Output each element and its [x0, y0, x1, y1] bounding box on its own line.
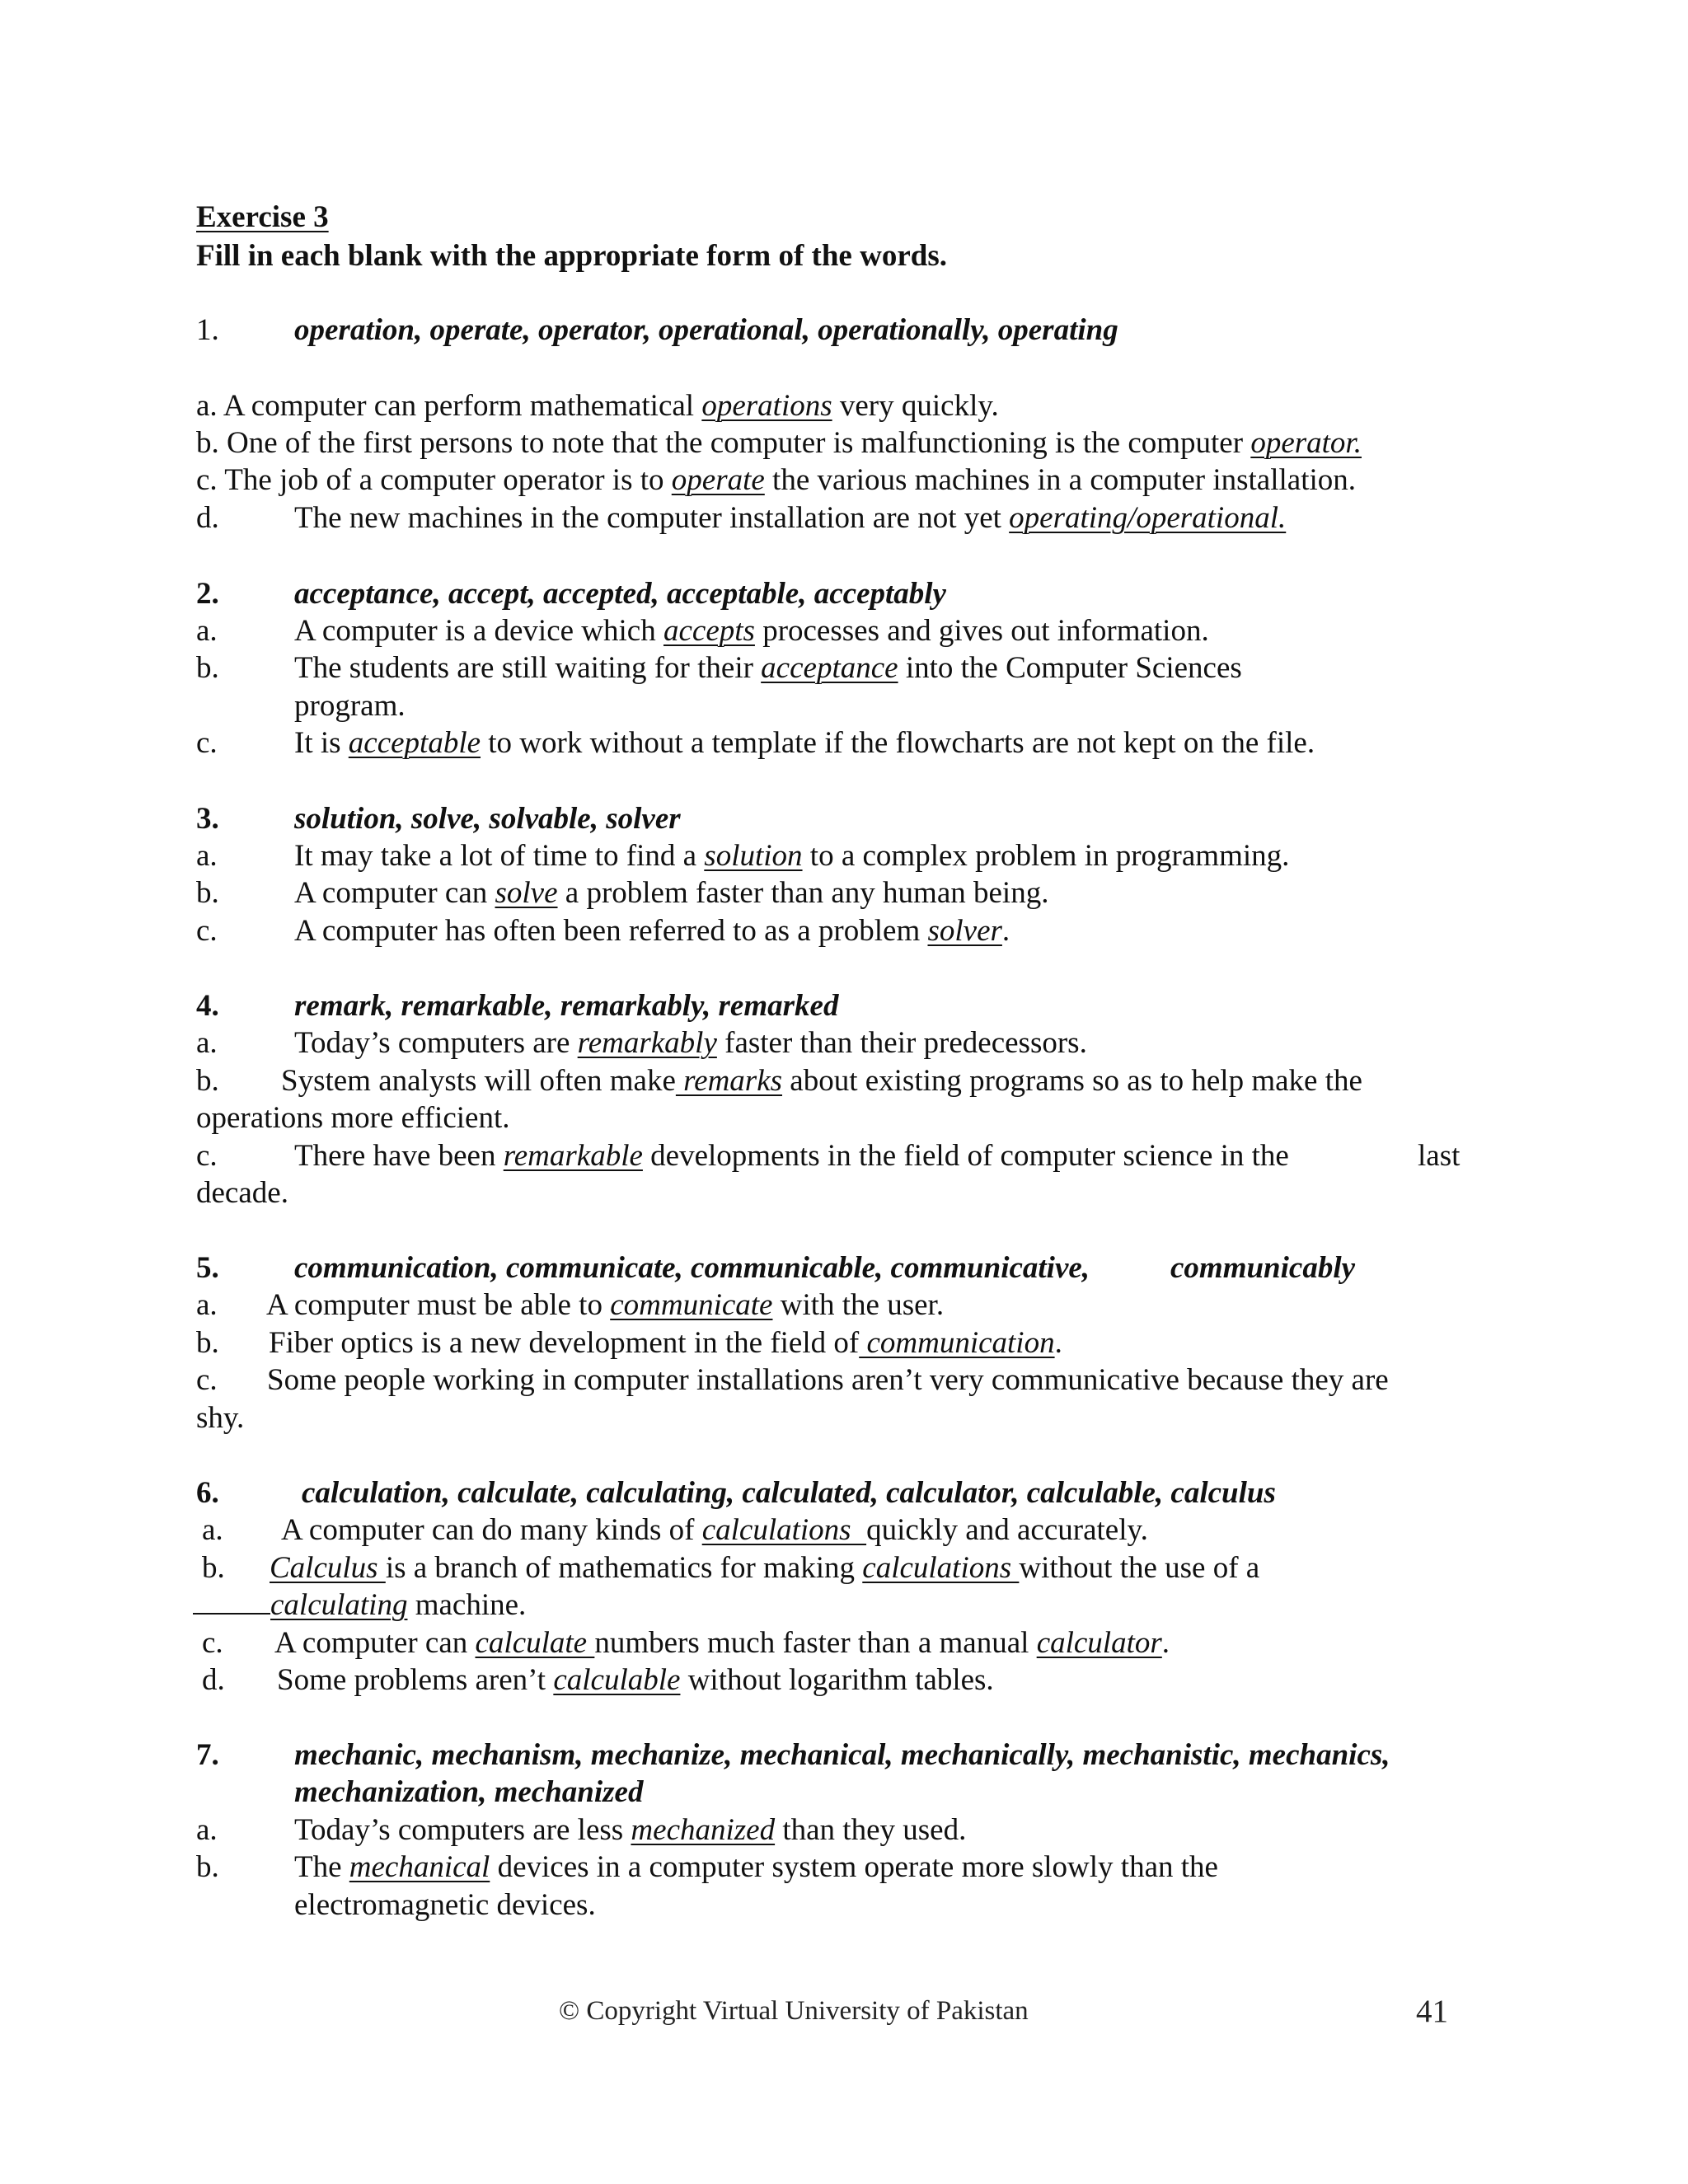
q6-b-continuation — [193, 1590, 526, 1620]
q1-item-a — [196, 391, 999, 421]
q4-c-text: There have been — [294, 1139, 504, 1173]
q1-c-answer: operate — [671, 463, 765, 497]
q6-a-text: A computer can do many kinds of — [281, 1513, 702, 1547]
q4-item-b — [281, 1066, 1362, 1096]
q6-words: calculation, calculate, calculating, calculated, calculator, calculable, calculus — [302, 1476, 1276, 1510]
q6-c-text-mid: numbers much faster than a manual — [594, 1626, 1037, 1660]
q5-item-a — [266, 1290, 944, 1320]
q7-b-text: The — [294, 1850, 349, 1884]
q7-item-b — [294, 1852, 1218, 1882]
q5-words-end: communicably — [1170, 1251, 1356, 1285]
q1-b-answer: operator. — [1250, 426, 1362, 460]
q5-a-text: A computer must be able to — [266, 1288, 611, 1322]
q5-c-letter: c. — [196, 1363, 218, 1397]
q7-b-continuation: electromagnetic devices. — [294, 1888, 596, 1922]
q6-item-d — [277, 1665, 994, 1695]
q6-b-answer: Calculus — [270, 1551, 386, 1585]
q2-c-text-end: to work without a template if the flowcharts are not kept on the file. — [481, 726, 1315, 760]
q2-c-answer: acceptable — [348, 726, 481, 760]
q4-a-letter: a. — [196, 1026, 218, 1060]
q6-c-text: A computer can — [274, 1626, 476, 1660]
q2-b-text: The students are still waiting for their — [294, 651, 762, 685]
q7-words: mechanic, mechanism, mechanize, mechanical, mechanically, mechanistic, mechanics, — [294, 1738, 1390, 1772]
q6-b-continuation-answer: calculating — [270, 1588, 408, 1622]
q7-number: 7. — [196, 1738, 219, 1772]
q5-b-text-end: . — [1054, 1326, 1062, 1360]
q6-d-letter: d. — [202, 1663, 225, 1697]
q7-b-text-end: devices in a computer system operate more slowly than the — [490, 1850, 1218, 1884]
copyright-footer: © Copyright Virtual University of Pakistan — [559, 1996, 1029, 2026]
q6-c-letter: c. — [202, 1626, 223, 1660]
q1-c-text-end: the various machines in a computer installation. — [764, 463, 1356, 497]
q3-a-letter: a. — [196, 839, 218, 873]
q2-number: 2. — [196, 577, 219, 611]
q3-c-answer: solver — [927, 914, 1002, 948]
q3-b-text-end: a problem faster than any human being. — [557, 876, 1049, 910]
q6-b-text-end: without the use of a — [1019, 1551, 1260, 1585]
q3-b-text: A computer can — [294, 876, 495, 910]
q4-c-answer: remarkable — [503, 1139, 643, 1173]
q3-item-a — [294, 841, 1289, 871]
q1-d-letter: d. — [196, 501, 219, 535]
q6-a-letter: a. — [202, 1513, 223, 1547]
exercise-title: Exercise 3 — [196, 200, 329, 234]
q4-c-continuation: decade. — [196, 1176, 288, 1210]
q1-words: operation, operate, operator, operational, operationally, operating — [294, 313, 1118, 347]
q6-a-text-end: quickly and accurately. — [866, 1513, 1148, 1547]
page-number: 41 — [1416, 1994, 1448, 2029]
q2-a-answer: accepts — [663, 614, 755, 648]
q1-number: 1. — [196, 313, 219, 347]
q7-a-answer: mechanized — [631, 1813, 776, 1847]
q6-item-a — [281, 1515, 1148, 1545]
q1-a-text: a. A computer can perform mathematical — [196, 389, 702, 423]
q1-a-text-end: very quickly. — [832, 389, 999, 423]
q3-words: solution, solve, solvable, solver — [294, 802, 681, 836]
q5-a-letter: a. — [196, 1288, 218, 1322]
q5-a-text-end: with the user. — [772, 1288, 945, 1322]
q2-item-b — [294, 653, 1242, 683]
q2-b-continuation: program. — [294, 689, 406, 723]
q3-b-letter: b. — [196, 876, 219, 910]
q5-number: 5. — [196, 1251, 219, 1285]
q6-b-letter: b. — [202, 1551, 225, 1585]
q6-d-text: Some problems aren’t — [277, 1663, 554, 1697]
q6-d-text-end: without logarithm tables. — [680, 1663, 994, 1697]
q2-item-c — [294, 728, 1315, 758]
q3-b-answer: solve — [495, 876, 558, 910]
q5-b-answer: communication — [859, 1326, 1055, 1360]
q3-a-text: It may take a lot of time to find a — [294, 839, 705, 873]
q3-c-letter: c. — [196, 914, 218, 948]
q2-b-text-end: into the Computer Sciences — [898, 651, 1242, 685]
q6-b-answer-2: calculations — [862, 1551, 1020, 1585]
q1-a-answer: operations — [701, 389, 832, 423]
q2-b-letter: b. — [196, 651, 219, 685]
q3-a-text-end: to a complex problem in programming. — [802, 839, 1290, 873]
q2-c-letter: c. — [196, 726, 218, 760]
q1-item-b — [196, 428, 1362, 458]
q4-item-a — [294, 1028, 1087, 1058]
q7-item-a — [294, 1815, 966, 1845]
q6-b-continuation-text: machine. — [407, 1588, 527, 1622]
q1-d-answer: operating/operational. — [1009, 501, 1287, 535]
q7-words-continuation: mechanization, mechanized — [294, 1775, 644, 1809]
q4-b-text: System analysts will often make — [281, 1064, 676, 1098]
q6-item-b — [270, 1553, 1259, 1583]
q5-b-letter: b. — [196, 1326, 219, 1360]
q6-b-blank-line — [193, 1590, 270, 1615]
q2-words: acceptance, accept, accepted, acceptable, acceptably — [294, 577, 946, 611]
q3-item-c — [294, 916, 1010, 946]
q1-item-c — [196, 465, 1356, 495]
q2-a-letter: a. — [196, 614, 218, 648]
q3-number: 3. — [196, 802, 219, 836]
q6-c-answer: calculate — [475, 1626, 595, 1660]
q5-item-b — [269, 1328, 1062, 1358]
q7-b-answer: mechanical — [349, 1850, 490, 1884]
q5-c-continuation: shy. — [196, 1401, 245, 1435]
q5-b-text: Fiber optics is a new development in the field of — [269, 1326, 860, 1360]
q3-c-text: A computer has often been referred to as a problem — [294, 914, 928, 948]
q5-words: communication, communicate, communicable, communicative, — [294, 1251, 1090, 1285]
q6-a-answer: calculations — [701, 1513, 867, 1547]
q4-b-letter: b. — [196, 1064, 219, 1098]
q4-item-c — [294, 1141, 1289, 1171]
exercise-instruction: Fill in each blank with the appropriate form of the words. — [196, 239, 947, 273]
q1-d-text: The new machines in the computer installation are not yet — [294, 501, 1010, 535]
q4-b-answer: remarks — [675, 1064, 783, 1098]
q4-words: remark, remarkable, remarkably, remarked — [294, 989, 839, 1023]
q4-a-text-end: faster than their predecessors. — [716, 1026, 1087, 1060]
q2-a-text-end: processes and gives out information. — [754, 614, 1209, 648]
q6-b-text: is a branch of mathematics for making — [385, 1551, 863, 1585]
q7-b-letter: b. — [196, 1850, 219, 1884]
q7-a-text-end: than they used. — [775, 1813, 967, 1847]
q3-a-answer: solution — [704, 839, 803, 873]
q4-b-text-end: about existing programs so as to help make the — [782, 1064, 1362, 1098]
q4-a-text: Today’s computers are — [294, 1026, 578, 1060]
q6-c-text-end: . — [1161, 1626, 1170, 1660]
q3-item-b — [294, 878, 1048, 908]
q1-item-d — [294, 503, 1286, 533]
q5-a-answer: communicate — [610, 1288, 773, 1322]
q1-b-text: b. One of the first persons to note that the computer is malfunctioning is the computer — [196, 426, 1251, 460]
q6-number: 6. — [196, 1476, 219, 1510]
q4-c-letter: c. — [196, 1139, 218, 1173]
q6-item-c — [274, 1628, 1170, 1658]
q2-b-answer: acceptance — [761, 651, 898, 685]
q2-c-text: It is — [294, 726, 349, 760]
q6-d-answer: calculable — [553, 1663, 681, 1697]
q4-a-answer: remarkably — [577, 1026, 717, 1060]
q4-c-last-word: last — [1418, 1139, 1461, 1173]
q1-c-text: c. The job of a computer operator is to — [196, 463, 672, 497]
q2-a-text: A computer is a device which — [294, 614, 663, 648]
q7-a-text: Today’s computers are less — [294, 1813, 631, 1847]
q5-item-c: Some people working in computer installations aren’t very communicative because they are — [267, 1363, 1389, 1397]
q4-number: 4. — [196, 989, 219, 1023]
q3-c-text-end: . — [1001, 914, 1010, 948]
q2-item-a — [294, 616, 1209, 646]
q4-b-continuation: operations more efficient. — [196, 1101, 510, 1135]
q6-c-answer-2: calculator — [1036, 1626, 1162, 1660]
q7-a-letter: a. — [196, 1813, 218, 1847]
q4-c-text-end: developments in the field of computer science in the — [642, 1139, 1289, 1173]
